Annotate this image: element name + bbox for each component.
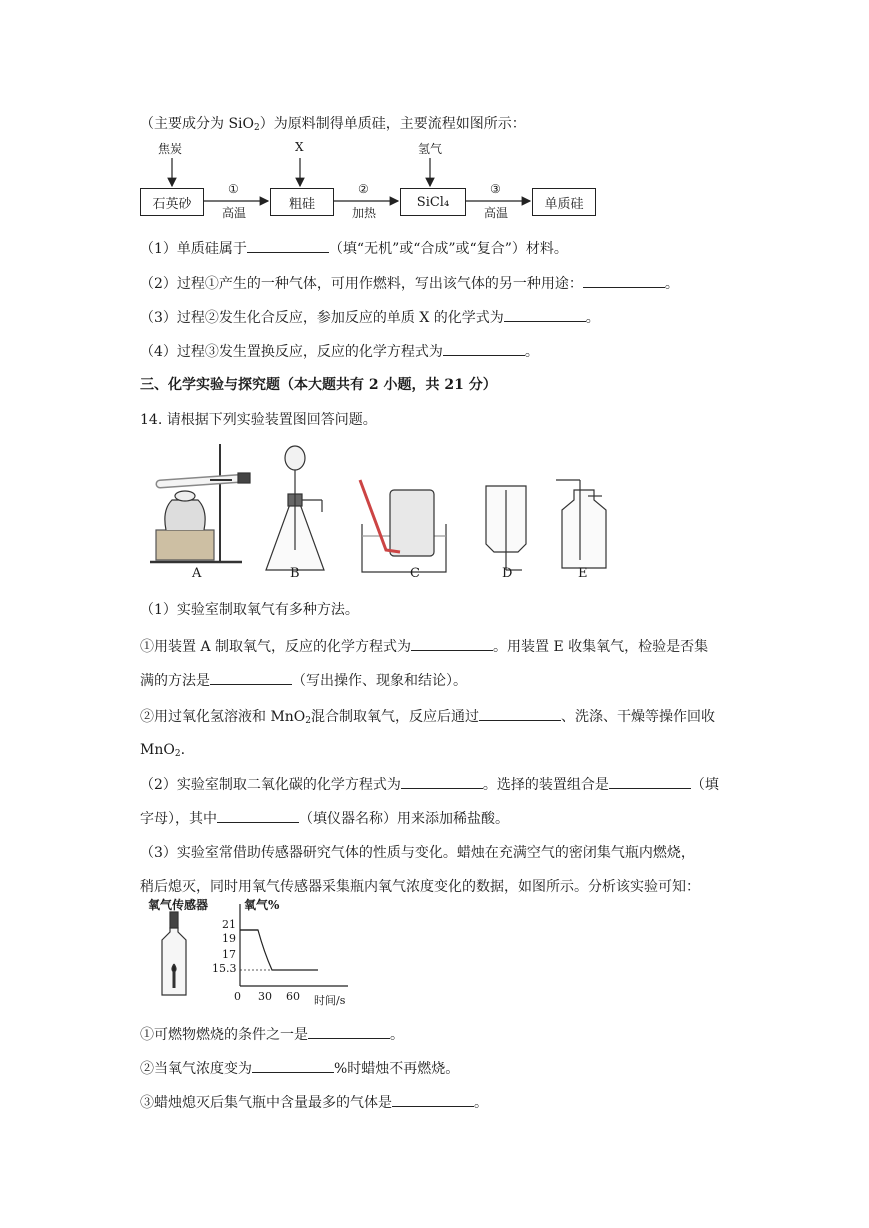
mno2-text: MnO — [140, 742, 175, 758]
q14-part1a2-text-end: （写出操作、现象和结论）。 — [292, 673, 467, 689]
intro-text: （主要成分为 SiO — [140, 116, 254, 132]
apparatus-c — [360, 480, 446, 572]
flow-condition-1: 高温 — [222, 206, 247, 220]
q13-part3-text-end: 。 — [585, 310, 600, 326]
intro-line — [140, 114, 526, 138]
answer-blank[interactable] — [583, 273, 665, 288]
apparatus-drawing — [150, 440, 620, 585]
silicon-flow-diagram — [140, 140, 600, 224]
apparatus-label-e: E — [578, 566, 588, 581]
apparatus-label-c: C — [410, 566, 420, 581]
q14-part1a2-text: 满的方法是 — [140, 673, 210, 689]
q14-part1a-line1 — [140, 636, 708, 657]
section-heading: 三、化学实验与探究题（本大题共有 2 小题，共 21 分） — [140, 377, 497, 393]
ytick-21: 21 — [222, 918, 236, 931]
q14-part2-text-mid: 。选择的装置组合是 — [482, 777, 609, 793]
answer-blank[interactable] — [247, 238, 329, 253]
apparatus-figure — [150, 440, 620, 585]
q13-part4 — [140, 341, 539, 362]
answer-blank[interactable] — [392, 1092, 474, 1107]
q13-part1 — [140, 238, 568, 259]
q14-part2-text: （2）实验室制取二氧化碳的化学方程式为 — [140, 777, 401, 793]
flow-input-x: X — [295, 140, 304, 154]
mno2-subscript: 2 — [305, 716, 312, 726]
flow-box-pure-silicon: 单质硅 — [532, 188, 596, 216]
q14-part3-line2: 稍后熄灭，同时用氧气传感器采集瓶内氧气浓度变化的数据，如图所示。分析该实验可知： — [140, 879, 700, 895]
flow-step-3: ③ — [490, 182, 501, 196]
apparatus-label-a: A — [192, 566, 202, 581]
q14-answer2 — [140, 1058, 459, 1079]
intro-subscript: 2 — [254, 123, 260, 133]
answer-blank[interactable] — [401, 774, 483, 789]
q13-part2 — [140, 273, 679, 294]
q14-part1a-text: ①用装置 A 制取氧气，反应的化学方程式为 — [140, 639, 412, 655]
flow-box-quartz: 石英砂 — [140, 188, 204, 216]
sensor-bottle — [162, 912, 186, 995]
answer-blank[interactable] — [443, 341, 525, 356]
q14-answer1-text-end: 。 — [390, 1027, 404, 1043]
flow-input-coke: 焦炭 — [158, 142, 183, 156]
apparatus-label-b: B — [290, 566, 300, 581]
q14-stem: 14. 请根据下列实验装置图回答问题。 — [140, 412, 377, 428]
apparatus-a — [150, 444, 250, 562]
q13-part1-text-end: （填“无机”或“合成”或“复合”）材料。 — [328, 241, 568, 257]
ytick-15-3: 15.3 — [212, 962, 237, 975]
q14-answer2-text: ②当氧气浓度变为 — [140, 1061, 252, 1077]
flow-condition-3: 高温 — [484, 206, 509, 220]
apparatus-b — [266, 446, 324, 570]
q13-part3-text: （3）过程②发生化合反应，参加反应的单质 X 的化学式为 — [140, 310, 504, 326]
q13-part1-text: （1）单质硅属于 — [140, 241, 247, 257]
q14-part2-line2 — [140, 808, 509, 829]
q14-part2-line1 — [140, 774, 719, 795]
q14-part1a-text-end: 。用装置 E 收集氧气，检验是否集 — [493, 639, 709, 655]
sensor-chart — [240, 904, 348, 986]
period: . — [180, 742, 186, 758]
answer-blank[interactable] — [504, 307, 586, 322]
ytick-17: 17 — [222, 948, 236, 961]
flow-box-crude-silicon: 粗硅 — [270, 188, 334, 216]
q14-part1b-line1 — [140, 706, 715, 731]
xtick-30: 30 — [258, 990, 272, 1003]
answer-blank[interactable] — [308, 1024, 390, 1039]
q14-part1b-line2 — [140, 740, 185, 764]
flow-input-hydrogen: 氢气 — [418, 142, 443, 156]
apparatus-label-d: D — [502, 566, 513, 581]
q14-answer3 — [140, 1092, 488, 1113]
q13-part2-text-end: 。 — [664, 276, 679, 292]
q13-part4-text-end: 。 — [524, 344, 539, 360]
q14-part1b-text-mid: 混合制取氧气，反应后通过 — [311, 709, 480, 725]
q14-part1b-text: ②用过氧化氢溶液和 MnO — [140, 709, 306, 725]
answer-blank[interactable] — [217, 808, 299, 823]
q13-part3 — [140, 307, 600, 328]
q13-part4-text: （4）过程③发生置换反应，反应的化学方程式为 — [140, 344, 443, 360]
mno2-subscript: 2 — [174, 749, 181, 759]
answer-blank[interactable] — [252, 1058, 334, 1073]
sensor-label: 氧气传感器 — [148, 898, 209, 912]
flow-condition-2: 加热 — [352, 206, 377, 220]
q14-part1: （1）实验室制取氧气有多种方法。 — [140, 602, 359, 618]
q14-answer2-text-end: %时蜡烛不再燃烧。 — [334, 1061, 460, 1077]
chart-xlabel: 时间/s — [314, 994, 346, 1007]
answer-blank[interactable] — [210, 670, 292, 685]
q14-answer1-text: ①可燃物燃烧的条件之一是 — [140, 1027, 308, 1043]
oxygen-sensor-figure — [148, 900, 368, 1010]
q14-part3-line1: （3）实验室常借助传感器研究气体的性质与变化。蜡烛在充满空气的密闭集气瓶内燃烧， — [140, 845, 695, 861]
q14-part2-text-end: （填 — [690, 777, 719, 793]
q14-part1b-text-end: 、洗涤、干燥等操作回收 — [561, 709, 716, 725]
ytick-19: 19 — [222, 932, 236, 945]
flow-box-sicl4: SiCl₄ — [400, 188, 466, 216]
q14-part2b-text-end: （填仪器名称）用来添加稀盐酸。 — [299, 811, 509, 827]
q14-answer3-text-end: 。 — [474, 1095, 488, 1111]
q13-part2-text: （2）过程①产生的一种气体，可用作燃料，写出该气体的另一种用途： — [140, 276, 583, 292]
chart-ylabel: 氧气% — [244, 898, 280, 912]
answer-blank[interactable] — [479, 706, 561, 721]
apparatus-e — [556, 480, 606, 568]
intro-text-end: ）为原料制得单质硅，主要流程如图所示： — [259, 116, 526, 132]
flow-step-2: ② — [358, 182, 369, 196]
q14-answer1 — [140, 1024, 404, 1045]
answer-blank[interactable] — [609, 774, 691, 789]
xtick-60: 60 — [286, 990, 300, 1003]
q14-answer3-text: ③蜡烛熄灭后集气瓶中含量最多的气体是 — [140, 1095, 392, 1111]
xtick-0: 0 — [234, 990, 241, 1003]
answer-blank[interactable] — [411, 636, 493, 651]
apparatus-d — [486, 486, 526, 570]
q14-part1a-line2 — [140, 670, 467, 691]
q14-part2b-text: 字母），其中 — [140, 811, 217, 827]
flow-step-1: ① — [228, 182, 239, 196]
